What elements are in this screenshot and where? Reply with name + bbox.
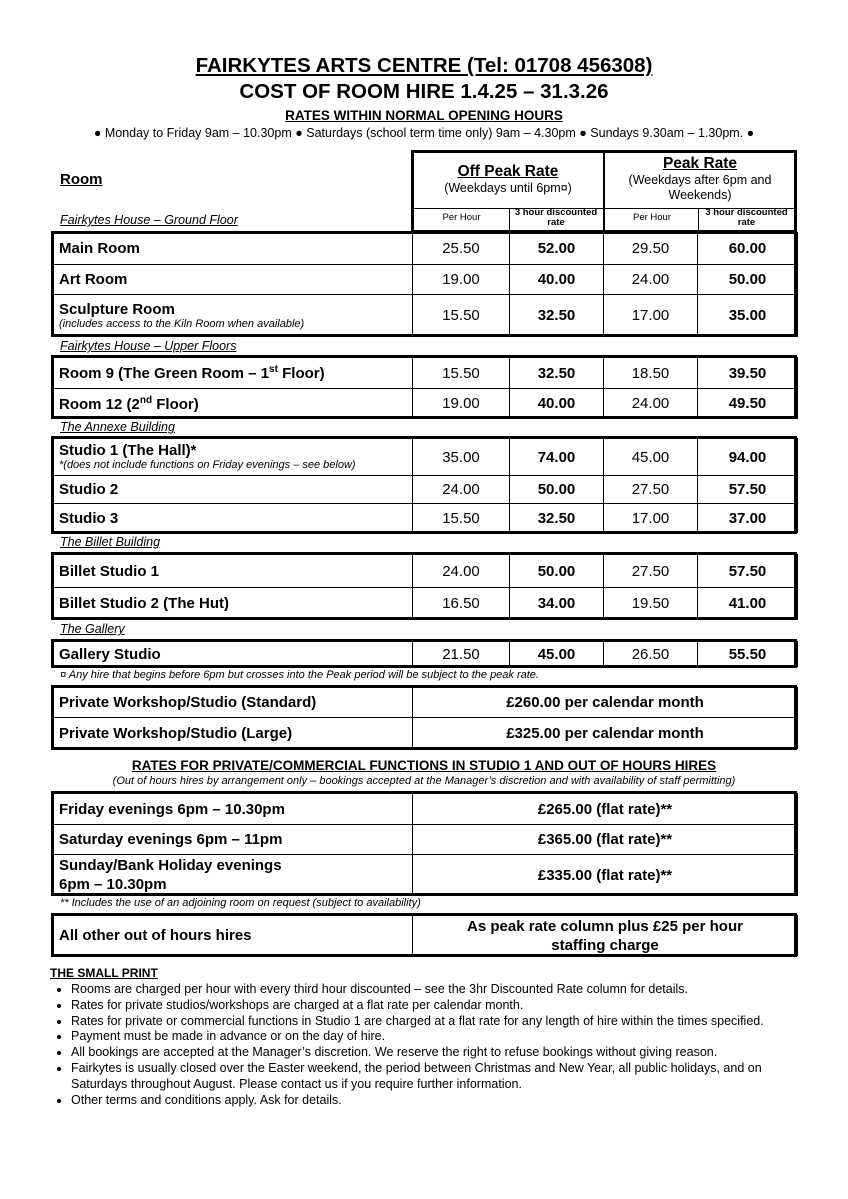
rate-cell: 49.50 bbox=[698, 389, 798, 419]
rate-cell: 16.50 bbox=[413, 588, 510, 620]
opening-days: ● Monday to Friday 9am – 10.30pm ● Saturdays (school term time only) 9am – 4.30pm ● Sundays 9.30am – 1.30pm. ● bbox=[93, 126, 755, 140]
rate-cell: 55.50 bbox=[698, 642, 798, 667]
rate-cell: 27.50 bbox=[604, 476, 698, 504]
table-row bbox=[52, 295, 798, 337]
room-name: Studio 3 bbox=[52, 504, 413, 533]
function-name: Friday evenings 6pm – 10.30pm bbox=[52, 794, 413, 825]
room-name bbox=[52, 358, 413, 389]
table-row bbox=[52, 642, 798, 667]
rate-cell: 32.50 bbox=[510, 358, 604, 389]
other-hires-rate-line: staffing charge bbox=[551, 936, 659, 954]
upper-floor-table bbox=[51, 357, 798, 419]
rate-cell: 18.50 bbox=[604, 358, 698, 389]
table-row bbox=[52, 389, 798, 419]
other-hires-table bbox=[51, 915, 798, 956]
room-column-header: Room bbox=[60, 171, 103, 188]
table-row bbox=[52, 233, 798, 265]
table-row bbox=[52, 916, 798, 956]
room-name-text: Floor) bbox=[152, 395, 199, 413]
room-name bbox=[52, 439, 413, 476]
ordinal-suffix: st bbox=[269, 364, 278, 375]
workshop-table bbox=[51, 687, 798, 749]
rate-cell: 15.50 bbox=[413, 295, 510, 337]
rate-cell: 34.00 bbox=[510, 588, 604, 620]
table-row bbox=[52, 588, 798, 620]
list-item: • Other terms and conditions apply. Ask for details. bbox=[71, 1093, 810, 1109]
room-name: Art Room bbox=[52, 265, 413, 295]
workshop-name: Private Workshop/Studio (Standard) bbox=[52, 688, 413, 718]
room-note: *(does not include functions on Friday evenings – see below) bbox=[59, 459, 356, 471]
rate-cell: 60.00 bbox=[698, 233, 798, 265]
off-peak-subtitle: (Weekdays until 6pm¤) bbox=[444, 181, 572, 195]
table-row bbox=[52, 855, 798, 896]
workshop-rate: £260.00 per calendar month bbox=[413, 688, 798, 718]
rate-cell: 24.00 bbox=[413, 476, 510, 504]
rate-cell: 45.00 bbox=[510, 642, 604, 667]
rate-cell: 94.00 bbox=[698, 439, 798, 476]
rate-cell: 40.00 bbox=[510, 265, 604, 295]
room-name: Studio 2 bbox=[52, 476, 413, 504]
table-row bbox=[52, 358, 798, 389]
workshop-name: Private Workshop/Studio (Large) bbox=[52, 718, 413, 749]
other-hires-rate bbox=[413, 916, 798, 956]
rate-cell: 52.00 bbox=[510, 233, 604, 265]
off-peak-discount-header: 3 hour discounted rate bbox=[514, 207, 598, 228]
annexe-table bbox=[51, 438, 798, 533]
off-peak-title: Off Peak Rate bbox=[457, 163, 559, 180]
list-item: • Rates for private or commercial functions in Studio 1 are charged at a flat rate for any length of hire within the times specified. bbox=[71, 1014, 810, 1030]
functions-table bbox=[51, 793, 798, 896]
function-rate: £335.00 (flat rate)** bbox=[413, 855, 798, 896]
rate-cell: 24.00 bbox=[413, 555, 510, 588]
small-print-heading: THE SMALL PRINT bbox=[50, 966, 158, 980]
rate-cell: 15.50 bbox=[413, 504, 510, 533]
rate-cell: 40.00 bbox=[510, 389, 604, 419]
ordinal-suffix: nd bbox=[139, 394, 153, 406]
table-row bbox=[52, 825, 798, 855]
normal-hours-heading: RATES WITHIN NORMAL OPENING HOURS bbox=[285, 108, 563, 123]
table-row bbox=[52, 794, 798, 825]
room-name: Main Room bbox=[52, 233, 413, 265]
rate-cell: 35.00 bbox=[698, 295, 798, 337]
rate-cell: 50.00 bbox=[510, 476, 604, 504]
section-billet: The Billet Building bbox=[60, 535, 161, 549]
functions-subheading: (Out of hours hires by arrangement only – bookings accepted at the Manager’s discretion and with availability of staff permitting) bbox=[112, 775, 736, 787]
rate-cell: 15.50 bbox=[413, 358, 510, 389]
rate-cell: 39.50 bbox=[698, 358, 798, 389]
other-hires-rate-line: As peak rate column plus £25 per hour bbox=[467, 917, 743, 935]
rate-cell: 50.00 bbox=[698, 265, 798, 295]
rate-cell: 57.50 bbox=[698, 555, 798, 588]
small-print-list bbox=[50, 982, 810, 1108]
table-row bbox=[52, 265, 798, 295]
header-divider bbox=[603, 151, 605, 232]
rate-cell: 41.00 bbox=[698, 588, 798, 620]
functions-heading: RATES FOR PRIVATE/COMMERCIAL FUNCTIONS IN STUDIO 1 AND OUT OF HOURS HIRES bbox=[131, 758, 717, 773]
gallery-table bbox=[51, 641, 798, 667]
billet-table bbox=[51, 554, 798, 620]
rate-cell: 19.50 bbox=[604, 588, 698, 620]
section-upper-floors: Fairkytes House – Upper Floors bbox=[60, 339, 237, 353]
list-item: • Rates for private studios/workshops are charged at a flat rate per calendar month. bbox=[71, 998, 810, 1014]
list-item: • Fairkytes is usually closed over the Easter weekend, the period between Christmas and New Year, all public holidays, and on Saturdays throughout August. Please contact us if you require further information. bbox=[71, 1061, 810, 1093]
peak-note: ¤ Any hire that begins before 6pm but crosses into the Peak period will be subject to the peak rate. bbox=[60, 669, 539, 681]
peak-subtitle: (Weekdays after 6pm and Weekends) bbox=[628, 173, 772, 202]
rate-cell: 21.50 bbox=[413, 642, 510, 667]
list-item: • Rooms are charged per hour with every third hour discounted – see the 3hr Discounted Rate column for details. bbox=[71, 982, 810, 998]
rate-cell: 32.50 bbox=[510, 504, 604, 533]
peak-header bbox=[606, 155, 794, 203]
rate-cell: 37.00 bbox=[698, 504, 798, 533]
room-name-text: Floor) bbox=[277, 365, 325, 382]
room-name-text: Sculpture Room bbox=[59, 300, 175, 318]
rate-cell: 32.50 bbox=[510, 295, 604, 337]
section-ground-floor: Fairkytes House – Ground Floor bbox=[60, 213, 238, 227]
rate-cell: 45.00 bbox=[604, 439, 698, 476]
rate-cell: 29.50 bbox=[604, 233, 698, 265]
function-rate: £265.00 (flat rate)** bbox=[413, 794, 798, 825]
rate-cell: 24.00 bbox=[604, 389, 698, 419]
room-name: Gallery Studio bbox=[52, 642, 413, 667]
function-name-line: Sunday/Bank Holiday evenings bbox=[59, 857, 282, 874]
peak-per-hour-header: Per Hour bbox=[632, 212, 671, 223]
room-name: Billet Studio 1 bbox=[52, 555, 413, 588]
rate-cell: 27.50 bbox=[604, 555, 698, 588]
rate-cell: 19.00 bbox=[413, 265, 510, 295]
off-peak-header bbox=[414, 163, 602, 196]
peak-discount-header: 3 hour discounted rate bbox=[705, 207, 788, 228]
rate-cell: 25.50 bbox=[413, 233, 510, 265]
function-name-line: 6pm – 10.30pm bbox=[59, 876, 167, 893]
small-print bbox=[50, 966, 810, 1108]
table-row bbox=[52, 439, 798, 476]
workshop-rate: £325.00 per calendar month bbox=[413, 718, 798, 749]
rate-cell: 74.00 bbox=[510, 439, 604, 476]
rate-cell: 17.00 bbox=[604, 295, 698, 337]
table-row bbox=[52, 688, 798, 718]
rate-cell: 26.50 bbox=[604, 642, 698, 667]
section-annexe: The Annexe Building bbox=[60, 420, 175, 434]
rate-cell: 24.00 bbox=[604, 265, 698, 295]
function-name bbox=[52, 855, 413, 896]
rate-cell: 57.50 bbox=[698, 476, 798, 504]
rate-cell: 17.00 bbox=[604, 504, 698, 533]
table-row bbox=[52, 555, 798, 588]
table-row bbox=[52, 718, 798, 749]
off-peak-per-hour-header: Per Hour bbox=[442, 212, 481, 223]
list-item: • All bookings are accepted at the Manager’s discretion. We reserve the right to refuse bookings without giving reason. bbox=[71, 1045, 810, 1061]
function-name: Saturday evenings 6pm – 11pm bbox=[52, 825, 413, 855]
table-row bbox=[52, 504, 798, 533]
room-name: Billet Studio 2 (The Hut) bbox=[52, 588, 413, 620]
ground-floor-table bbox=[51, 232, 798, 337]
rate-cell: 19.00 bbox=[413, 389, 510, 419]
room-name-text: Studio 1 (The Hall)* bbox=[59, 442, 197, 459]
room-name-text: Room 9 (The Green Room – 1 bbox=[59, 365, 270, 382]
page-subtitle: COST OF ROOM HIRE 1.4.25 – 31.3.26 bbox=[239, 80, 609, 103]
page-title: FAIRKYTES ARTS CENTRE (Tel: 01708 456308) bbox=[195, 54, 653, 77]
list-item: • Payment must be made in advance or on the day of hire. bbox=[71, 1029, 810, 1045]
rate-cell: 50.00 bbox=[510, 555, 604, 588]
rate-cell: 35.00 bbox=[413, 439, 510, 476]
table-row bbox=[52, 476, 798, 504]
room-name bbox=[52, 389, 413, 419]
functions-note: ** Includes the use of an adjoining room on request (subject to availability) bbox=[60, 897, 421, 909]
room-note: (includes access to the Kiln Room when available) bbox=[59, 317, 305, 330]
function-rate: £365.00 (flat rate)** bbox=[413, 825, 798, 855]
other-hires-name: All other out of hours hires bbox=[52, 916, 413, 956]
peak-title: Peak Rate bbox=[662, 155, 738, 172]
room-name-text: Room 12 (2 bbox=[59, 395, 140, 413]
room-name bbox=[52, 295, 413, 337]
section-gallery: The Gallery bbox=[60, 622, 125, 636]
